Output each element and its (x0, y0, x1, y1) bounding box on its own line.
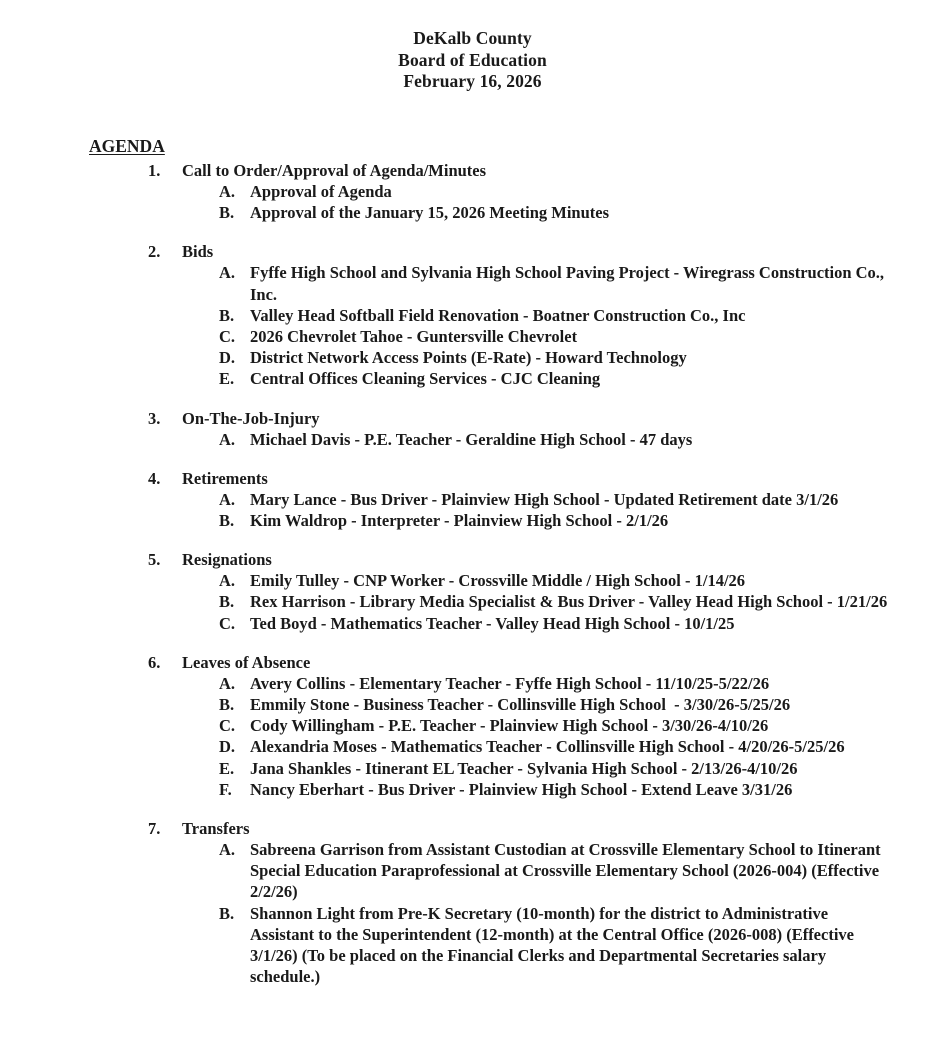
agenda-section (0, 652, 945, 800)
subitem-text: Fyffe High School and Sylvania High School Paving Project - Wiregrass Construction Co., Inc. (250, 263, 889, 304)
header-meeting-date: February 16, 2026 (403, 71, 542, 91)
agenda-section-heading (0, 160, 945, 181)
subitem-text: Rex Harrison - Library Media Specialist & Bus Driver - Valley Head High School - 1/21/26 (250, 592, 888, 612)
subitem-letter: C. (219, 613, 236, 633)
agenda-subitem (0, 510, 945, 531)
agenda-subitem (0, 591, 945, 612)
agenda-section (0, 241, 945, 389)
subitem-letter: B. (219, 203, 235, 223)
section-title: Retirements (182, 468, 268, 488)
subitem-text: Nancy Eberhart - Bus Driver - Plainview High School - Extend Leave 3/31/26 (250, 779, 793, 799)
agenda-subitem (0, 694, 945, 715)
subitem-text: Michael Davis - P.E. Teacher - Geraldine High School - 47 days (250, 429, 693, 449)
subitem-text: Emily Tulley - CNP Worker - Crossville Middle / High School - 1/14/26 (250, 571, 746, 591)
section-number: 4. (148, 468, 161, 488)
agenda-subitem (0, 489, 945, 510)
subitem-letter: A. (219, 489, 236, 509)
agenda-subitem-list (0, 489, 945, 531)
subitem-text: Avery Collins - Elementary Teacher - Fyffe High School - 11/10/25-5/22/26 (250, 673, 770, 693)
subitem-letter: E. (219, 758, 235, 778)
section-number: 6. (148, 652, 161, 672)
section-number: 2. (148, 242, 161, 262)
subitem-text: Sabreena Garrison from Assistant Custodian at Crossville Elementary School to Itinerant Special Education Paraprofessional at Crossville Elementary School (2026-004) (Effective 2/2/26) (250, 840, 885, 902)
subitem-letter: F. (219, 779, 232, 799)
section-title: On-The-Job-Injury (182, 408, 320, 428)
subitem-text: Shannon Light from Pre-K Secretary (10-month) for the district to Administrative Assistant to the Superintendent (12-month) at the Central Office (2026-008) (Effective 3/1/26) (To be placed on the Financial Clerks and Departmental Secretaries salary schedule.) (250, 903, 859, 987)
subitem-text: Central Offices Cleaning Services - CJC Cleaning (250, 369, 601, 389)
subitem-letter: A. (219, 182, 236, 201)
subitem-letter: A. (219, 840, 236, 860)
subitem-text: Mary Lance - Bus Driver - Plainview High School - Updated Retirement date 3/1/26 (250, 489, 839, 509)
subitem-text: 2026 Chevrolet Tahoe - Guntersville Chevrolet (250, 327, 578, 347)
agenda-section-heading (0, 468, 945, 489)
subitem-letter: D. (219, 348, 236, 368)
subitem-letter: B. (219, 592, 235, 612)
subitem-letter: B. (219, 903, 235, 923)
header-organization-name: DeKalb County (413, 28, 532, 48)
agenda-heading: AGENDA (89, 136, 165, 156)
agenda-subitem-list (0, 429, 945, 450)
subitem-letter: C. (219, 327, 236, 347)
section-title: Transfers (182, 819, 250, 839)
agenda-subitem (0, 613, 945, 634)
subitem-text: Valley Head Softball Field Renovation - Boatner Construction Co., Inc (250, 305, 746, 325)
agenda-section-heading (0, 549, 945, 570)
section-number: 1. (148, 161, 161, 180)
agenda-subitem (0, 715, 945, 736)
subitem-letter: A. (219, 571, 236, 591)
subitem-letter: B. (219, 695, 235, 715)
agenda-section (0, 468, 945, 531)
subitem-text: Cody Willingham - P.E. Teacher - Plainview High School - 3/30/26-4/10/26 (250, 716, 769, 736)
section-number: 7. (148, 819, 161, 839)
agenda-subitem (0, 903, 945, 988)
agenda-subitem (0, 839, 945, 903)
agenda-subitem (0, 347, 945, 368)
agenda-subitem-list (0, 181, 945, 223)
agenda-subitem-list (0, 673, 945, 800)
agenda-subitem (0, 202, 945, 223)
subitem-letter: B. (219, 305, 235, 325)
subitem-letter: E. (219, 369, 235, 389)
subitem-letter: A. (219, 429, 236, 449)
header-board-name: Board of Education (398, 49, 547, 70)
subitem-text: Alexandria Moses - Mathematics Teacher - Collinsville High School - 4/20/26-5/25/26 (250, 737, 845, 757)
subitem-text: Jana Shankles - Itinerant EL Teacher - Sylvania High School - 2/13/26-4/10/26 (250, 758, 798, 778)
agenda-section-heading (0, 408, 945, 429)
section-title: Resignations (182, 550, 272, 570)
subitem-letter: B. (219, 511, 235, 531)
agenda-subitem (0, 758, 945, 779)
agenda-subitem (0, 570, 945, 591)
section-number: 5. (148, 550, 161, 570)
subitem-text: Ted Boyd - Mathematics Teacher - Valley Head High School - 10/1/25 (250, 613, 735, 633)
subitem-text: Approval of the January 15, 2026 Meeting Minutes (250, 203, 610, 223)
subitem-letter: C. (219, 716, 236, 736)
subitem-text: Emmily Stone - Business Teacher - Collinsville High School - 3/30/26-5/25/26 (250, 695, 791, 715)
section-title: Leaves of Absence (182, 652, 311, 672)
agenda-subitem-list (0, 839, 945, 987)
agenda-subitem (0, 429, 945, 450)
agenda-section (0, 408, 945, 450)
agenda-section (0, 160, 945, 223)
agenda-section-heading (0, 241, 945, 262)
agenda-subitem (0, 779, 945, 800)
section-title: Call to Order/Approval of Agenda/Minutes (182, 161, 487, 180)
section-title: Bids (182, 242, 214, 262)
subitem-letter: A. (219, 673, 236, 693)
subitem-letter: D. (219, 737, 236, 757)
agenda-subitem (0, 305, 945, 326)
agenda-subitem (0, 326, 945, 347)
agenda-section (0, 818, 945, 987)
agenda-subitem (0, 262, 945, 304)
agenda-subitem-list (0, 570, 945, 634)
agenda-subitem (0, 368, 945, 389)
subitem-text: Approval of Agenda (250, 182, 392, 201)
agenda-subitem-list (0, 262, 945, 389)
agenda-section-heading (0, 818, 945, 839)
subitem-letter: A. (219, 263, 236, 283)
agenda-section (0, 549, 945, 634)
agenda-section-heading (0, 652, 945, 673)
agenda-outline (0, 160, 945, 987)
subitem-text: Kim Waldrop - Interpreter - Plainview High School - 2/1/26 (250, 511, 669, 531)
document-header (0, 0, 945, 93)
subitem-text: District Network Access Points (E-Rate) - Howard Technology (250, 348, 687, 368)
agenda-subitem (0, 736, 945, 757)
agenda-subitem (0, 673, 945, 694)
section-number: 3. (148, 408, 161, 428)
agenda-subitem (0, 181, 945, 202)
